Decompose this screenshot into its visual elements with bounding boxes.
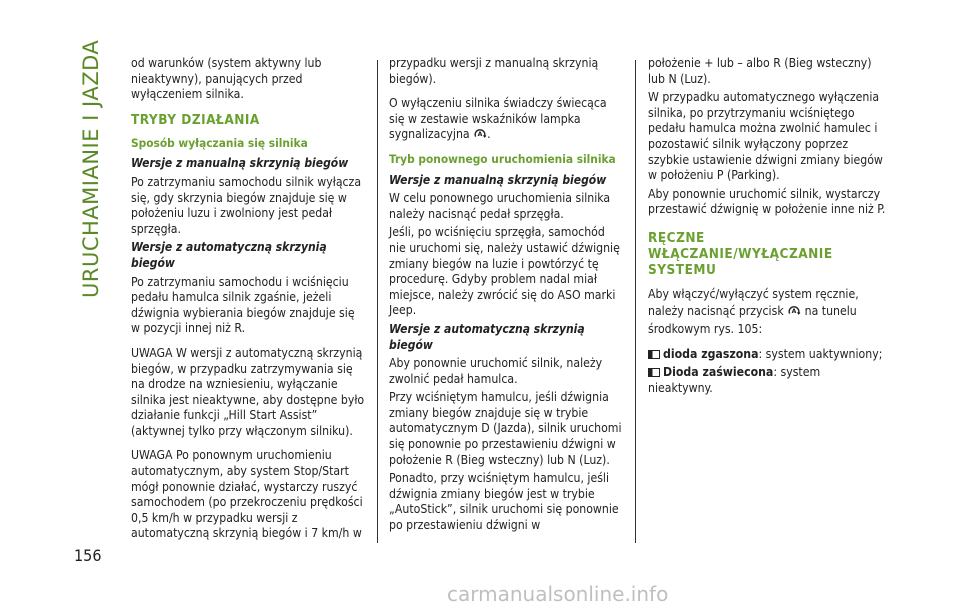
svg-text:A: A [477, 131, 483, 139]
toggle-text-start: Aby włączyć/wyłączyć system ręcznie, należy nacisnąć przycisk [648, 286, 859, 319]
continued-text-3: położenie + lub – albo R (Bieg wsteczny) lub N (Luz). [648, 56, 872, 86]
manual-gearbox-text: Po zatrzymaniu samochodu silnik wyłącza się, gdy skrzynia biegów znajduje się w położeniu luzu i zwolniony jest pedał sprzęgła. [131, 174, 362, 236]
subheading-restart: Tryb ponownego uruchomienia silnika [389, 151, 616, 166]
auto-gearbox-heading-2: Wersje z automatyczną skrzynią biegów [389, 321, 585, 352]
auto-gearbox-text: Po zatrzymaniu samochodu i wciśnięciu pedału hamulca silnik zgaśnie, jeżeli dźwignia wybierania biegów znajduje się w pozycji innej niż R. [131, 274, 355, 336]
note-restart: UWAGA Po ponownym uruchomieniu automatycznym, aby system Stop/Start mógł ponownie działać, wystarczy ruszyć samochodem (po przekroczeniu prędkości 0,5 km/h w przypadku wersji z automatyczną skrzynią biegów i 7 km/h w [131, 448, 363, 541]
column-divider-2 [635, 60, 636, 543]
bullet-icon [648, 350, 660, 359]
bullet-led-on-label: Dioda zaświecona [663, 365, 774, 380]
manual-gearbox-heading: Wersje z manualną skrzynią biegów [131, 156, 349, 171]
column-3 [648, 56, 888, 398]
column-divider-1 [377, 60, 378, 543]
manual-restart-text-2: Jeśli, po wciśnięciu sprzęgła, samochód nie uruchomi się, należy ustawić dźwignię zmiany biegów na luzie i powtórzyć tę procedurę. Gdyby problem nadal miał miejsce, należy zwrócić się do ASO marki Jeep. [389, 225, 620, 318]
watermark: carmanualsonline.info [447, 582, 669, 606]
column-2 [389, 56, 625, 543]
intro-paragraph: od warunków (system aktywny lub nieaktywny), panujących przed wyłączeniem silnika. [131, 56, 322, 102]
bullet-led-off [648, 347, 888, 363]
auto-restart-text-2: Przy wciśniętym hamulcu, jeśli dźwignia zmiany biegów znajduje się w trybie automatycznym D (Jazda), silnik uruchomi się ponownie po przestawieniu dźwigni w położenie R (Bieg wsteczny) lub N (Luz). [389, 390, 622, 467]
restart-paragraph: Aby ponownie uruchomić silnik, wystarczy przestawić dźwignię w położenie inne niż P. [648, 186, 886, 217]
bullet-icon [648, 368, 660, 377]
toggle-paragraph [648, 286, 888, 339]
lamp-text: O wyłączeniu silnika świadczy świecąca się w zestawie wskaźników lampka sygnalizacyjna [389, 96, 607, 142]
section-title-line-3: SYSTEMU [648, 261, 717, 278]
auto-shutdown-paragraph: W przypadku automatycznego wyłączenia silnika, po przytrzymaniu wciśniętego pedału hamulca można zwolnić hamulec i pozostawić silnik wyłączony poprzez szybkie ustawienie dźwigni zmiany biegów w położeniu P (Parking). [648, 90, 883, 183]
subheading-shutdown: Sposób wyłączania się silnika [131, 135, 308, 150]
section-title-line-1: RĘCZNE [648, 229, 705, 246]
column-1 [131, 56, 367, 551]
stop-start-button-icon [787, 304, 801, 318]
page-number: 156 [74, 546, 102, 565]
lamp-end: . [487, 127, 491, 142]
section-title-manual-toggle [648, 230, 888, 278]
lamp-paragraph [389, 96, 625, 143]
continued-text: przypadku wersji z manualną skrzynią biegów). [389, 56, 599, 86]
toggle-text-end: na tunelu środkowym rys. 105: [648, 304, 857, 336]
bullet-led-on [648, 365, 888, 396]
manual-restart-text: W celu ponownego uruchomienia silnika należy nacisnąć pedał sprzęgła. [389, 191, 611, 221]
chapter-title: URUCHAMIANIE I JAZDA [79, 39, 103, 298]
bullet-led-on-text: : system nieaktywny. [648, 365, 821, 395]
manual-gearbox-heading-2: Wersje z manualną skrzynią biegów [389, 172, 607, 187]
bullet-led-off-label: dioda zgaszona [663, 347, 759, 362]
section-title-modes: TRYBY DZIAŁANIA [131, 111, 260, 128]
auto-gearbox-heading: Wersje z automatyczną skrzynią biegów [131, 240, 327, 270]
stop-start-icon [473, 127, 487, 141]
auto-restart-text-3: Ponadto, przy wciśniętym hamulcu, jeśli dźwignia zmiany biegów jest w trybie „AutoStick”, silnik uruchomi się ponownie po przestawieniu dźwigni w [389, 471, 619, 533]
auto-restart-text: Aby ponownie uruchomić silnik, należy zwolnić pedał hamulca. [389, 356, 603, 386]
section-title-line-2: WŁĄCZANIE/WYŁĄCZANIE [648, 245, 833, 262]
bullet-led-off-text: : system uaktywniony; [758, 347, 883, 362]
note-hill-start: UWAGA W wersji z automatyczną skrzynią biegów, w przypadku zatrzymywania się na drodze na wzniesieniu, wyłączanie silnika jest nieaktywne, aby dostępne było działanie funkcji „Hill Start Assist” (aktywnej tylko przy włączonym silniku). [131, 345, 365, 438]
svg-text:A: A [791, 308, 797, 316]
